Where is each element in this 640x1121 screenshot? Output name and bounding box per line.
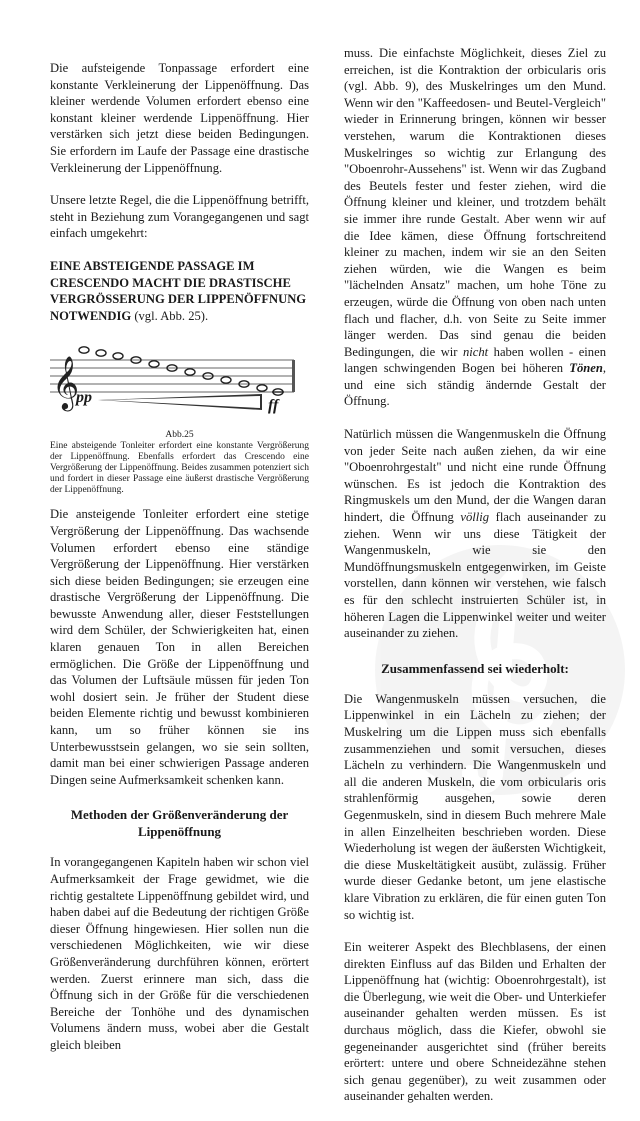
figure-caption-title: Abb.25: [165, 430, 194, 441]
paragraph: Ein weiterer Aspekt des Blechblasens, der einen direkten Einfluss auf das Bilden und Erhalten der Lippenöffnung hat (wichtig: Oboenrohrgestalt), ist die Überlegung, wie weit die Ober- und Unterkiefer auseinander gehalten werden müssen. Es ist durchaus möglich, dass die Kiefer, obwohl sie gegeneinander ausgerichtet sind (früher bereits erörtert: untere und obere Schneidezähne stehen sich genau gegenüber), zu weit zusammen oder auseinander gehalten werden.: [344, 940, 606, 1104]
right-column: [344, 45, 606, 1121]
paragraph-text: flach auseinander zu ziehen. Wenn wir uns diese Tätigkeit der Wangenmuskeln, wie sie den Mundöffnungsmuskeln entgegenwirken, im Geiste vorstellen, dann können wir verstehen, wie falsch es für den schlecht instruierten Schüler ist, in höheren Lagen die Lippenwinkel weiter und weiter auseinander zu ziehen.: [344, 510, 606, 641]
music-staff-figure: [50, 338, 309, 426]
dynamic-marking-end: ff: [268, 397, 279, 415]
section-heading: Zusammenfassend sei wiederholt:: [381, 660, 569, 676]
paragraph-text: Natürlich müssen die Wangenmuskeln die Öffnung von jeder Seite nach außen ziehen, da wir eine "Oboenrohrgestalt" und nicht eine runde Öffnung wünschen. Es ist jedoch die Kontraktion des Ringmuskels um den Mund, der die Wangen daran hindert, die Öffnung: [344, 427, 606, 525]
paragraph: Die Wangenmuskeln müssen versuchen, die Lippenwinkel in ein Lächeln zu ziehen; der Muskelring um die Lippen muss sich ebenfalls zusammenziehen und somit versuchen, dieses Lächeln zu verhindern. Die Wangenmuskeln und all die anderen Muskeln, die vom orbicularis oris strahlenförmig ausgehen, sowie deren Gegenmuskeln, sind in diesem Buch mehrere Male in allen Einzelheiten beschrieben worden. Diese Wiederholung ist wegen der äußersten Wichtigkeit, die diese Muskeltätigkeit ausübt, zulässig. Früher wurde dieser Gedanke betont, um jene elastische klare Vibration zu erklären, die für einen guten Ton so wichtig ist.: [344, 691, 606, 922]
paragraph: In vorangegangenen Kapiteln haben wir schon viel Aufmerksamkeit der Frage gewidmet, wie die richtig gestaltete Lippenöffnung gebildet wird, und haben dabei auf die Bedeutung der richtigen Größe dieser Öffnung hingewiesen. Hier sollen nun die verschiedenen Möglichkeiten, wie wir diese Größenveränderung durchführen können, erörtert werden. Zuerst erinnere man sich, dass die Öffnung sich in der Größe für die verschiedenen Bereiche der Tonhöhe und des dynamischen Volumens ändern muss, wobei aber die Gestalt gleich bleiben: [50, 855, 309, 1052]
paragraph: [344, 426, 606, 642]
paragraph: Die ansteigende Tonleiter erfordert eine stetige Vergrößerung der Lippenöffnung. Das wachsende Volumen erfordert ebenso eine ständige Vergrößerung der Lippenöffnung. Hier verstärken sich diese beiden Bedingungen; sie erzeugen eine drastische Vergrößerung der Lippenöffnung. Die bewusste Anwendung aller, dieser Feststellungen wird dem Schüler, der Schwierigkeiten hat, einen klaren genauen Ton in allen Bereichen ermöglichen. Die Größe der Lippenöffnung und das Volumen der Luftsäule müssen für jeden Ton wohl dosiert sein. Je früher der Student diese beiden Elemente richtig und bewusst kombinieren kann, um so früher können sie ins Unterbewusstsein gelangen, wo sie sein sollten, damit man bei einer schwierigen Passage anderen Dingen seine Aufmerksamkeit schenken kann.: [50, 507, 309, 787]
rule-text: EINE ABSTEIGENDE PASSAGE IM CRESCENDO MACHT DIE DRASTISCHE VERGRÖSSERUNG DER LIPPENÖFFNUNG NOTWENDIG: [50, 258, 307, 323]
rule-statement: [50, 258, 309, 324]
section-heading: Methoden der Größenveränderung der Lippenöffnung: [70, 807, 289, 840]
emphasis-text: nicht: [462, 344, 489, 359]
paragraph: Die aufsteigende Tonpassage erfordert eine konstante Verkleinerung der Lippenöffnung. Das kleiner werdende Volumen erfordert ebenso eine konstant kleiner werdende Lippenöffnung. Hier verstärken sich jetzt diese beiden Bedingungen. Sie erfordern im Laufe der Passage eine drastische Verkleinerung der Lippenöffnung.: [50, 61, 309, 175]
emphasis-text: völlig: [460, 510, 490, 525]
figure-caption: Eine absteigende Tonleiter erfordert eine konstante Vergrößerung der Lippenöffnung. Ebenfalls erfordert das Crescendo eine Vergrößerung der Lippenöffnung. Beides zusammen potenziert sich und fordert in dieser Passage eine äußerst drastische Vergrößerung der Lippenöffnung.: [50, 441, 309, 496]
emphasis-text: Tönen: [569, 361, 603, 376]
paragraph: Unsere letzte Regel, die die Lippenöffnung betrifft, steht in Beziehung zum Vorangegangenen und sagt einfach umgekehrt:: [50, 193, 309, 241]
paragraph: [344, 45, 606, 410]
paragraph-text: , und eine sich ständig ändernde Gestalt der Öffnung.: [344, 361, 606, 409]
left-column: [50, 60, 309, 1054]
paragraph-text: muss. Die einfachste Möglichkeit, dieses Ziel zu erreichen, ist die Kontraktion der orbicularis oris (vgl. Abb. 9), des Muskelringes um den Mund. Wenn wir den "Kaffeedosen- und Beutel-Vergleich" wieder in Erinnerung bringen, können wir besser verstehen, warum die Kontraktionen dieses Muskelringes so wichtig zur Erlangung des "Oboenrohr-Aussehens" ist. Wenn wir das Zugband des Beutels fester und fester ziehen, wird die Öffnung kleiner und kleiner, und trotzdem behält sie immer ihre runde Gestalt. Aber wenn wir auf die Idee kämen, diese Öffnung fortschreitend kleiner zu machen, indem wir sie an den Seiten ziehen würden, wie die Wangen es beim "lächelnden Ansatz" machen, um hohe Töne zu erzeugen, würde die Öffnung von oben nach unten flach und flacher, d.h. von Seite zu Seite immer länger werden. Das sind genau die beiden Bedingungen, die wir: [344, 46, 606, 359]
svg-text:𝄞: 𝄞: [52, 355, 80, 410]
paragraph-text: haben wollen - einen langen schwingenden Bogen bei höheren: [344, 344, 606, 376]
figure-reference: (vgl. Abb. 25).: [131, 308, 209, 323]
dynamic-marking-start: pp: [76, 389, 92, 407]
